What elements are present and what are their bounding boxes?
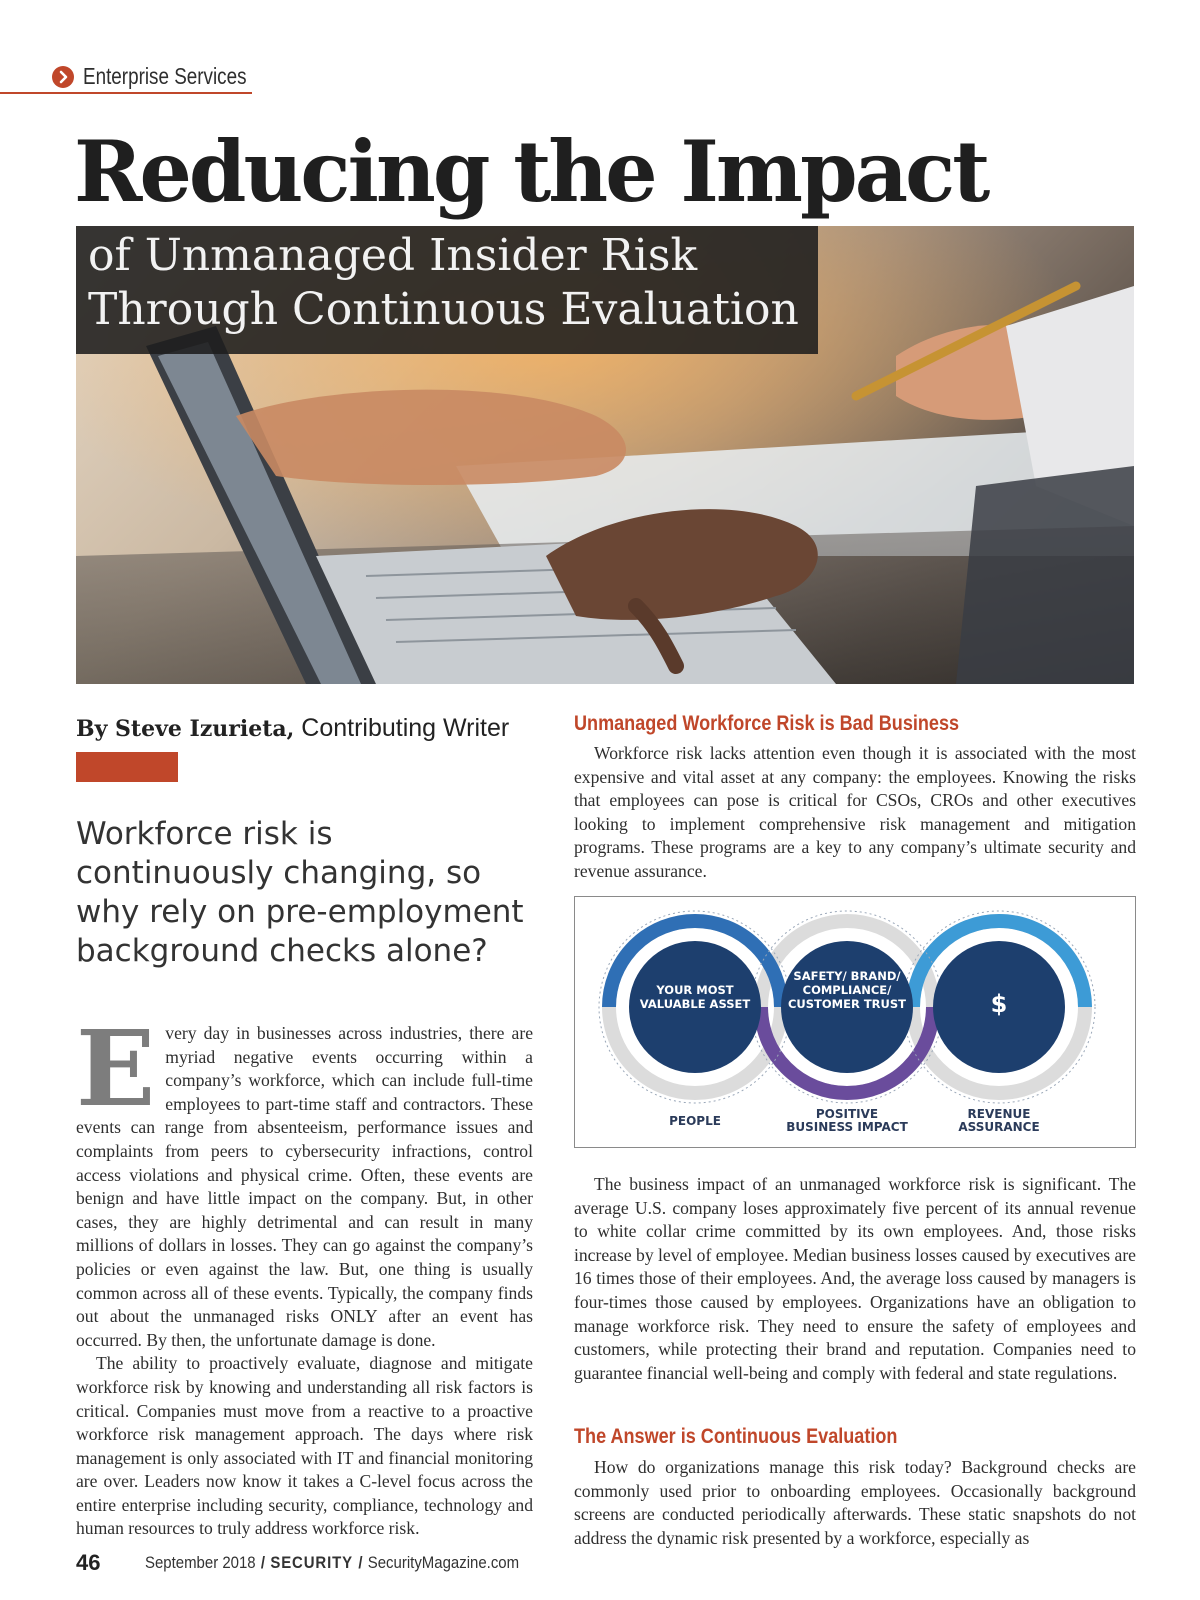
- subtitle-box: [76, 226, 818, 354]
- right-column-body-2: [574, 1173, 1136, 1385]
- chevron-right-icon: [52, 66, 74, 88]
- body-paragraph: Workforce risk lacks attention even though it is associated with the most expensive and vital asset at any company: the employees. Knowing the risks that employees can pose is critical for CSOs, CROs and other executives looking to implement comprehensive risk management and mitigation programs. These programs are a key to any company’s ultimate security and revenue assurance.: [574, 743, 1136, 881]
- page-number: 46: [76, 1550, 101, 1575]
- intro-text: very day in businesses across industries, there are myriad negative events occurring within a company’s workforce, which can include full-time employees to part-time staff and contractors. These events can range from absenteeism, performance issues and complaints from peers to cybersecurity infractions, control access violations and physical crime. Often, these events are benign and have little impact on the company. But, in other cases, they are highly detrimental and can result in many millions of dollars in losses. They can go against the company’s policies or even against the law. But, one thing is usually common across all of these events. Typically, the company finds out about the unmanaged risks ONLY after an event has occurred. By then, the unfortunate damage is done.: [76, 1023, 533, 1350]
- right-column-body-3: [574, 1456, 1136, 1550]
- intro-paragraph: [76, 1007, 533, 1352]
- section-heading-2: The Answer is Continuous Evaluation: [574, 1425, 898, 1448]
- section-heading-1: Unmanaged Workforce Risk is Bad Business: [574, 712, 960, 735]
- subtitle-line-2: Through Continuous Evaluation: [88, 284, 799, 335]
- body-paragraph: The business impact of an unmanaged workforce risk is significant. The average U.S. company loses approximately five percent of its annual revenue to white collar crime committed by its own employees. And, those risks increase by level of employee. Median business losses caused by executives are 16 times those of their employees. And, the average loss caused by managers is four-times those caused by employees. Organizations have an obligation to manage workforce risk. They need to ensure the safety of employees and customers, while protecting their brand and reputation. Companies need to guarantee financial well-being and comply with federal and state regulations.: [574, 1174, 1136, 1383]
- diagram-label-people: PEOPLE: [669, 1114, 721, 1128]
- subtitle-line-1: of Unmanaged Insider Risk: [88, 230, 698, 281]
- diagram-label-revenue-line2: ASSURANCE: [958, 1120, 1040, 1134]
- right-column-body-1: [574, 742, 1136, 884]
- diagram-label-impact: [767, 1108, 927, 1134]
- body-paragraph: How do organizations manage this risk today? Background checks are commonly used prior to onboarding employees. Occasionally background screens are conducted periodically afterwards. These static snapshots do not address the dynamic risk presented by a workforce, especially as: [574, 1457, 1136, 1548]
- page-footer: September 2018 / SECURITY / SecurityMagazine.com: [145, 1553, 520, 1572]
- diagram-label-revenue: [919, 1108, 1079, 1134]
- headline: Reducing the Impact: [74, 122, 988, 221]
- circle-label-asset: YOUR MOST VALUABLE ASSET: [639, 983, 751, 1011]
- diagram-label-impact-line2: BUSINESS IMPACT: [786, 1120, 908, 1134]
- section-label: Enterprise Services: [83, 63, 247, 89]
- section-tag: [0, 62, 252, 94]
- body-paragraph: The ability to proactively evaluate, diagnose and mitigate workforce risk by knowing and understanding all risk factors is critical. Companies must move from a reactive to a proactive workforce risk management approach. The days where risk management is only associated with IT and financial monitoring are over. Leaders now know it takes a C-level focus across the entire enterprise including security, compliance, technology and human resources to truly address workforce risk.: [76, 1353, 533, 1539]
- dollar-icon: $: [990, 990, 1008, 1018]
- drop-cap: E: [76, 1007, 156, 1130]
- magazine-name: SECURITY: [270, 1553, 354, 1572]
- risk-diagram: [574, 896, 1136, 1148]
- author-name: By Steve Izurieta,: [76, 716, 295, 742]
- accent-bar: [76, 752, 178, 782]
- website: SecurityMagazine.com: [367, 1553, 520, 1572]
- issue-date: September 2018: [145, 1553, 256, 1572]
- byline: [76, 714, 509, 743]
- pull-quote: Workforce risk is continuously changing, so why rely on pre-employment background checks alone?: [76, 816, 524, 969]
- author-role: Contributing Writer: [294, 714, 510, 742]
- circle-label-trust: SAFETY/ BRAND/ COMPLIANCE/ CUSTOMER TRUST: [787, 969, 906, 1011]
- diagram-label-revenue-line1: REVENUE: [967, 1107, 1031, 1121]
- diagram-label-impact-line1: POSITIVE: [815, 1107, 879, 1121]
- left-column-body: [76, 1007, 533, 1541]
